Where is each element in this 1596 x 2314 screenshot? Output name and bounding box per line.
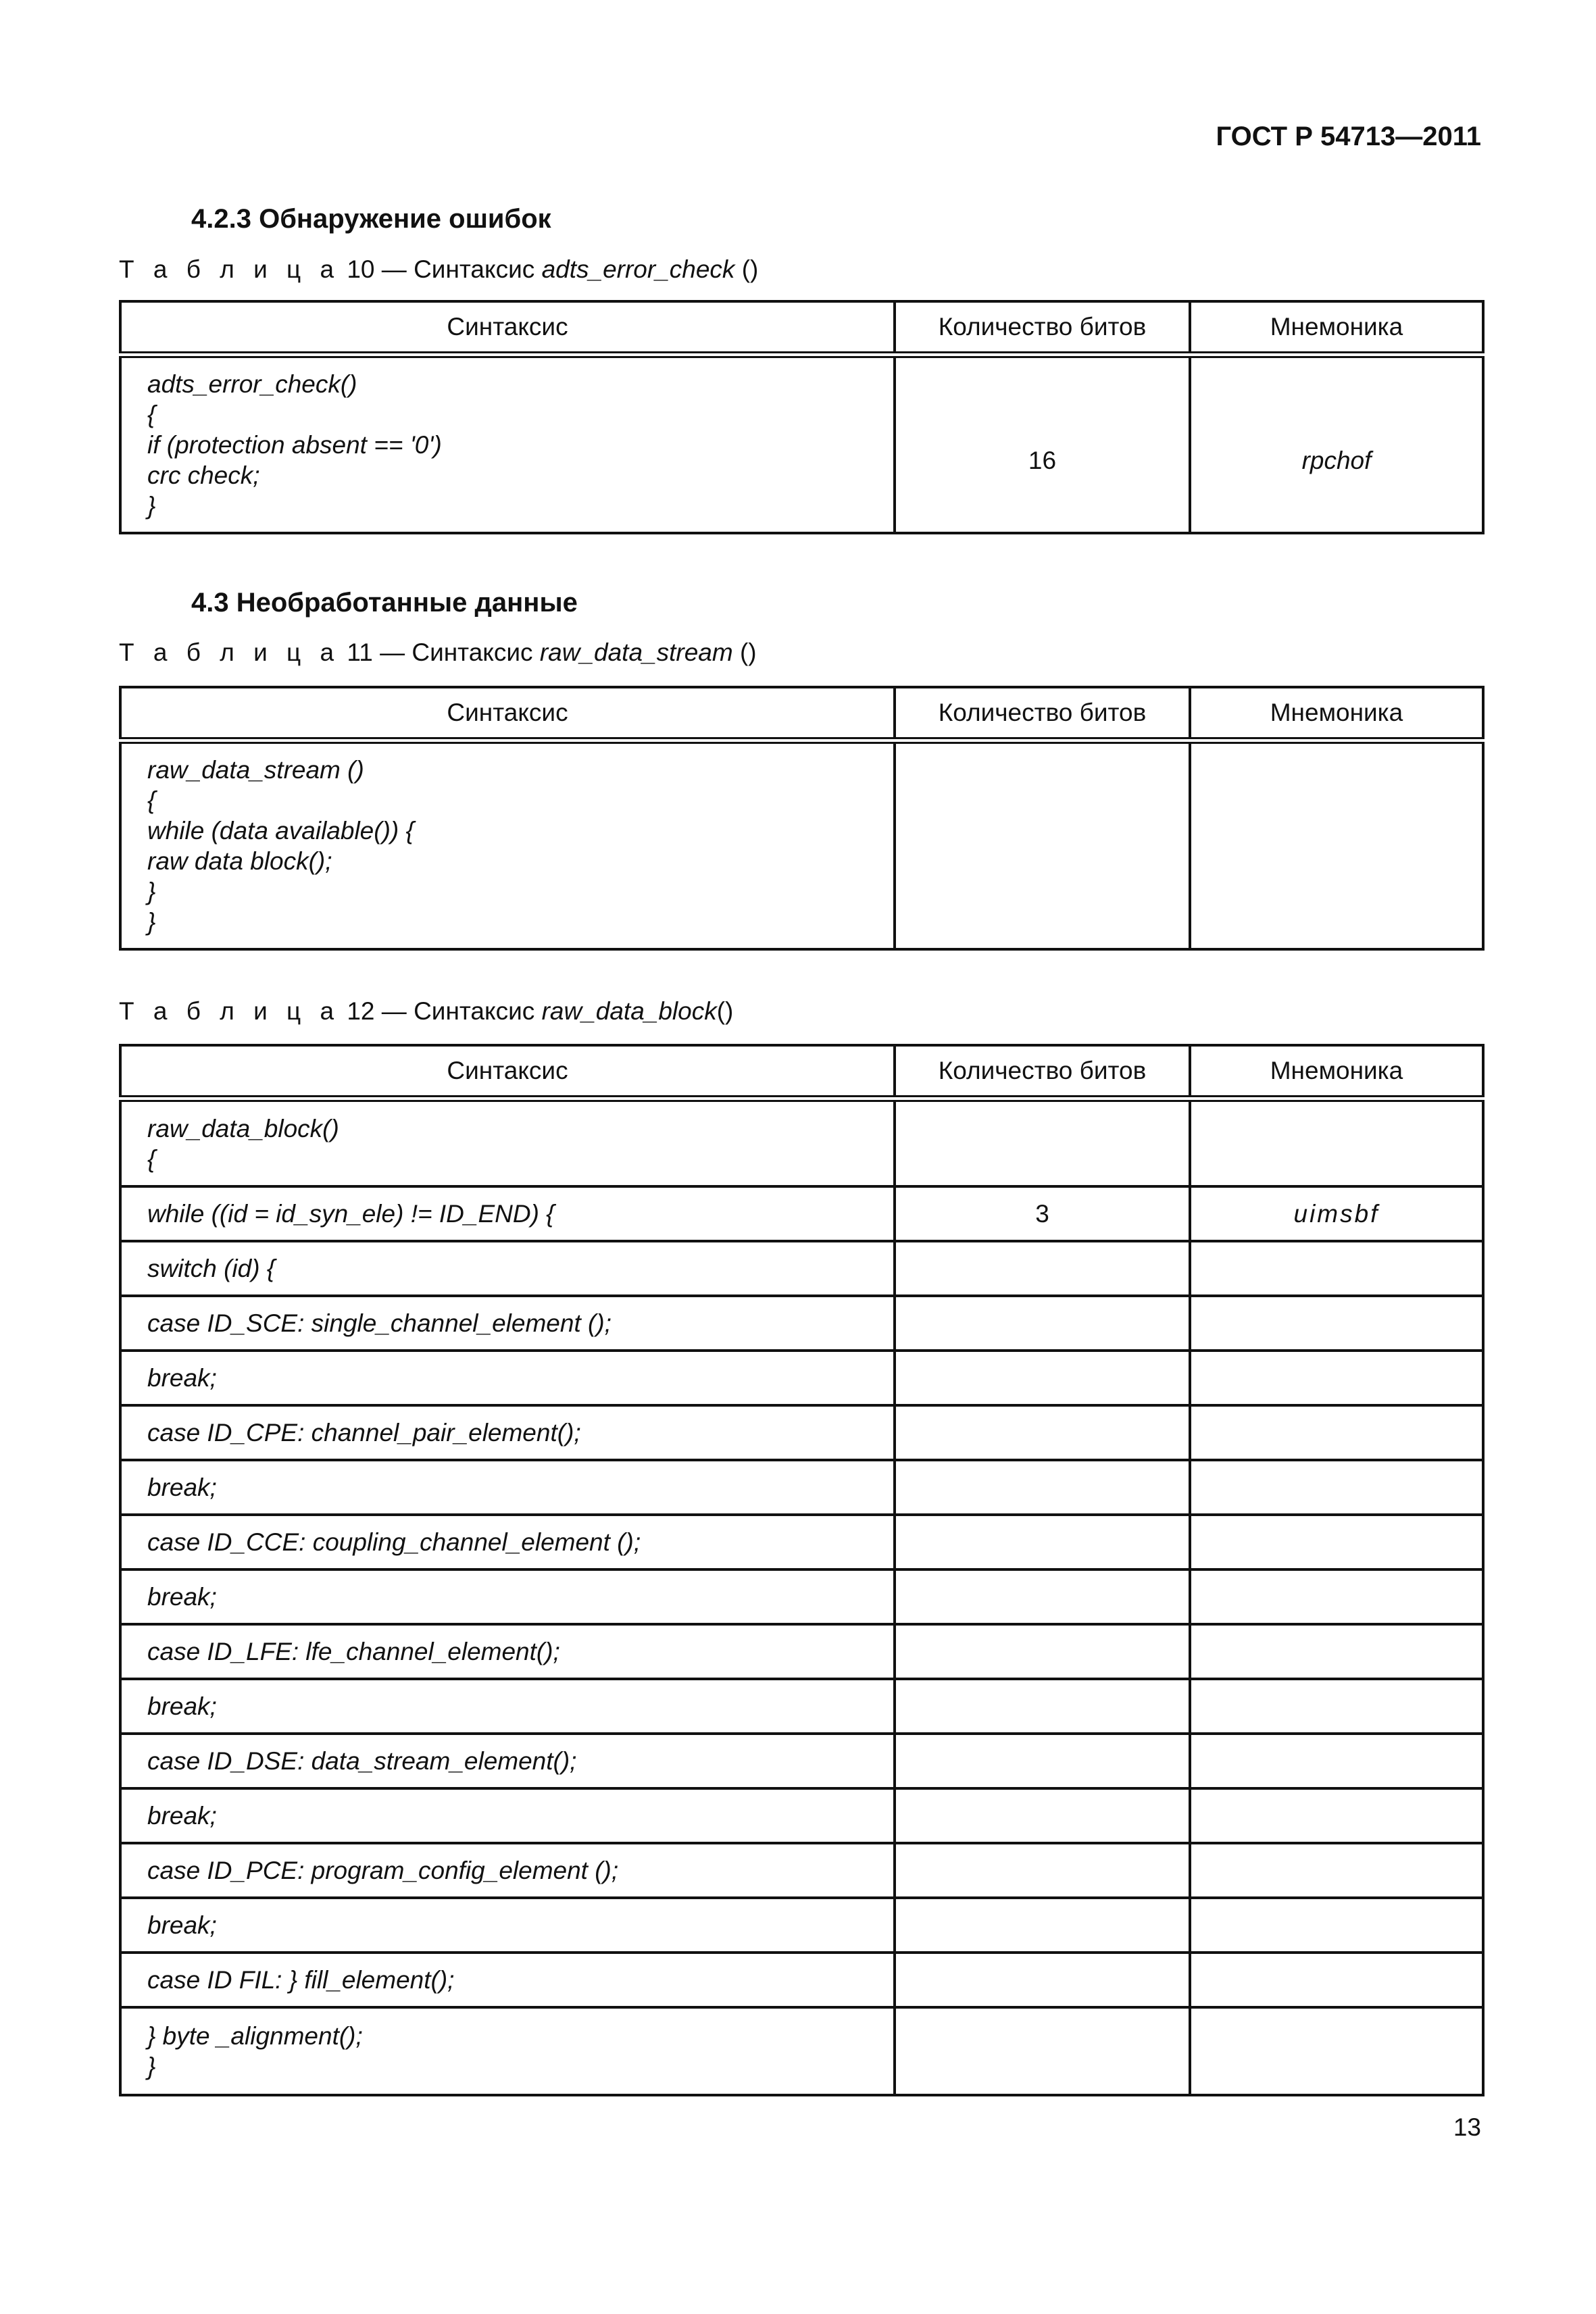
syntax-cell bbox=[120, 1296, 895, 1351]
syntax-cell bbox=[120, 1351, 895, 1405]
mnemonic-cell bbox=[1190, 1515, 1483, 1569]
section-heading-4-2-3: 4.2.3 Обнаружение ошибок bbox=[191, 204, 551, 234]
code-line: while (data available()) { bbox=[147, 817, 414, 845]
syntax-cell bbox=[120, 1241, 895, 1296]
code-line: case ID_DSE: data_stream_element(); bbox=[147, 1747, 577, 1775]
syntax-cell bbox=[120, 1679, 895, 1734]
code-line: case ID_CPE: channel_pair_element(); bbox=[147, 1419, 581, 1447]
bits-cell: 16 bbox=[895, 355, 1190, 533]
code-line: break; bbox=[147, 1692, 217, 1720]
syntax-cell bbox=[120, 1460, 895, 1515]
table-12-body bbox=[120, 1099, 1483, 2095]
code-line: crc check; bbox=[147, 461, 260, 489]
code-line: break; bbox=[147, 1911, 217, 1939]
code-line: case ID_CCE: coupling_channel_element (); bbox=[147, 1528, 641, 1556]
table-row bbox=[120, 1296, 1483, 1351]
code-line: break; bbox=[147, 1364, 217, 1392]
bits-cell bbox=[895, 1515, 1190, 1569]
mnemonic-cell bbox=[1190, 1099, 1483, 1186]
syntax-cell bbox=[120, 1186, 895, 1241]
bits-cell bbox=[895, 2007, 1190, 2095]
mnemonic-cell bbox=[1190, 1460, 1483, 1515]
syntax-cell bbox=[120, 355, 895, 533]
bits-cell bbox=[895, 740, 1190, 949]
table-number: 12 bbox=[347, 997, 375, 1025]
mnemonic-cell bbox=[1190, 740, 1483, 949]
mnemonic-cell bbox=[1190, 1953, 1483, 2007]
code-line: case ID FIL: } fill_element(); bbox=[147, 1966, 455, 1994]
table-row bbox=[120, 1515, 1483, 1569]
bits-cell bbox=[895, 1241, 1190, 1296]
caption-prefix: — Синтаксис bbox=[381, 997, 535, 1025]
table-row bbox=[120, 1734, 1483, 1788]
caption-prefix: — Синтаксис bbox=[380, 638, 533, 666]
table-row bbox=[120, 1679, 1483, 1734]
syntax-cell bbox=[120, 1953, 895, 2007]
table-row bbox=[120, 2007, 1483, 2095]
mnemonic-cell bbox=[1190, 1405, 1483, 1460]
code-line: break; bbox=[147, 1583, 217, 1611]
code-line: { bbox=[147, 1145, 156, 1173]
code-line: case ID_SCE: single_channel_element (); bbox=[147, 1309, 612, 1337]
syntax-cell bbox=[120, 1788, 895, 1843]
table-10-caption bbox=[119, 255, 758, 284]
syntax-cell bbox=[120, 1405, 895, 1460]
bits-cell: 3 bbox=[895, 1186, 1190, 1241]
table-12-caption bbox=[119, 997, 733, 1026]
mnemonic-cell bbox=[1190, 1734, 1483, 1788]
mnemonic-cell bbox=[1190, 1351, 1483, 1405]
code-line: } bbox=[147, 908, 156, 936]
bits-cell bbox=[895, 1679, 1190, 1734]
bits-cell bbox=[895, 1351, 1190, 1405]
bits-cell bbox=[895, 1953, 1190, 2007]
mnemonic-cell bbox=[1190, 1569, 1483, 1624]
table-row bbox=[120, 1460, 1483, 1515]
bits-cell bbox=[895, 1624, 1190, 1679]
table-row bbox=[120, 1843, 1483, 1898]
code-line: break; bbox=[147, 1802, 217, 1830]
document-code: ГОСТ Р 54713—2011 bbox=[1216, 122, 1481, 151]
code-line: raw_data_block() bbox=[147, 1114, 339, 1142]
table-row bbox=[120, 1953, 1483, 2007]
table-row bbox=[120, 1241, 1483, 1296]
bits-cell bbox=[895, 1898, 1190, 1953]
code-line: } byte _alignment(); bbox=[147, 2022, 363, 2050]
code-line: raw_data_stream () bbox=[147, 756, 364, 784]
table-number: 10 bbox=[347, 255, 375, 283]
code-line: case ID_LFE: lfe_channel_element(); bbox=[147, 1638, 560, 1665]
table-word: Т а б л и ц а bbox=[119, 997, 341, 1025]
code-line: { bbox=[147, 401, 156, 428]
table-11-caption bbox=[119, 638, 757, 667]
bits-cell bbox=[895, 1569, 1190, 1624]
bits-cell bbox=[895, 1788, 1190, 1843]
page-number: 13 bbox=[1453, 2113, 1481, 2141]
code-line: while ((id = id_syn_ele) != ID_END) { bbox=[147, 1200, 555, 1228]
caption-prefix: — Синтаксис bbox=[381, 255, 535, 283]
mnemonic-cell bbox=[1190, 2007, 1483, 2095]
col-header-syntax: Синтаксис bbox=[120, 1045, 895, 1099]
table-row bbox=[120, 1405, 1483, 1460]
col-header-bits: Количество битов bbox=[895, 1045, 1190, 1099]
col-header-bits: Количество битов bbox=[895, 687, 1190, 740]
code-line: break; bbox=[147, 1474, 217, 1501]
bits-cell bbox=[895, 1460, 1190, 1515]
table-row bbox=[120, 1788, 1483, 1843]
code-line: } bbox=[147, 878, 156, 905]
bits-cell bbox=[895, 1843, 1190, 1898]
caption-suffix: () bbox=[732, 638, 757, 666]
table-row bbox=[120, 355, 1483, 533]
table-row bbox=[120, 740, 1483, 949]
caption-suffix: () bbox=[734, 255, 759, 283]
mnemonic-cell bbox=[1190, 1843, 1483, 1898]
table-10 bbox=[119, 300, 1485, 534]
col-header-syntax: Синтаксис bbox=[120, 301, 895, 355]
caption-function: raw_data_block bbox=[541, 997, 717, 1025]
code-line: raw data block(); bbox=[147, 847, 332, 875]
syntax-cell bbox=[120, 1624, 895, 1679]
caption-suffix: () bbox=[716, 997, 734, 1025]
table-row bbox=[120, 1624, 1483, 1679]
syntax-cell bbox=[120, 1569, 895, 1624]
section-heading-4-3: 4.3 Необработанные данные bbox=[191, 588, 578, 618]
col-header-mnemonic: Мнемоника bbox=[1190, 301, 1483, 355]
bits-cell bbox=[895, 1296, 1190, 1351]
bits-cell bbox=[895, 1099, 1190, 1186]
col-header-bits: Количество битов bbox=[895, 301, 1190, 355]
bits-cell bbox=[895, 1734, 1190, 1788]
col-header-mnemonic: Мнемоника bbox=[1190, 1045, 1483, 1099]
mnemonic-cell bbox=[1190, 1898, 1483, 1953]
syntax-cell bbox=[120, 1099, 895, 1186]
col-header-syntax: Синтаксис bbox=[120, 687, 895, 740]
mnemonic-cell bbox=[1190, 1679, 1483, 1734]
mnemonic-cell bbox=[1190, 1788, 1483, 1843]
mnemonic-cell bbox=[1190, 1241, 1483, 1296]
caption-function: adts_error_check bbox=[541, 255, 735, 283]
syntax-cell bbox=[120, 1898, 895, 1953]
mnemonic-cell: rpchof bbox=[1190, 355, 1483, 533]
table-row bbox=[120, 1898, 1483, 1953]
code-line: case ID_PCE: program_config_element (); bbox=[147, 1857, 619, 1884]
code-line: { bbox=[147, 786, 156, 814]
mnemonic-cell bbox=[1190, 1296, 1483, 1351]
syntax-cell bbox=[120, 1734, 895, 1788]
mnemonic-cell bbox=[1190, 1624, 1483, 1679]
col-header-mnemonic: Мнемоника bbox=[1190, 687, 1483, 740]
table-number: 11 bbox=[347, 638, 373, 666]
code-line: switch (id) { bbox=[147, 1255, 276, 1282]
syntax-cell bbox=[120, 2007, 895, 2095]
table-word: Т а б л и ц а bbox=[119, 255, 341, 283]
syntax-cell bbox=[120, 1843, 895, 1898]
code-line: if (protection absent == '0') bbox=[147, 431, 442, 459]
code-line: } bbox=[147, 492, 156, 520]
table-row bbox=[120, 1099, 1483, 1186]
table-11 bbox=[119, 686, 1485, 951]
table-12 bbox=[119, 1044, 1485, 2096]
caption-function: raw_data_stream bbox=[539, 638, 733, 666]
table-row bbox=[120, 1351, 1483, 1405]
mnemonic-cell: uimsbf bbox=[1190, 1186, 1483, 1241]
code-line: adts_error_check() bbox=[147, 370, 357, 398]
table-row bbox=[120, 1569, 1483, 1624]
bits-cell bbox=[895, 1405, 1190, 1460]
code-line: } bbox=[147, 2053, 156, 2080]
syntax-cell bbox=[120, 1515, 895, 1569]
syntax-cell bbox=[120, 740, 895, 949]
table-row bbox=[120, 1186, 1483, 1241]
table-word: Т а б л и ц а bbox=[119, 638, 341, 666]
